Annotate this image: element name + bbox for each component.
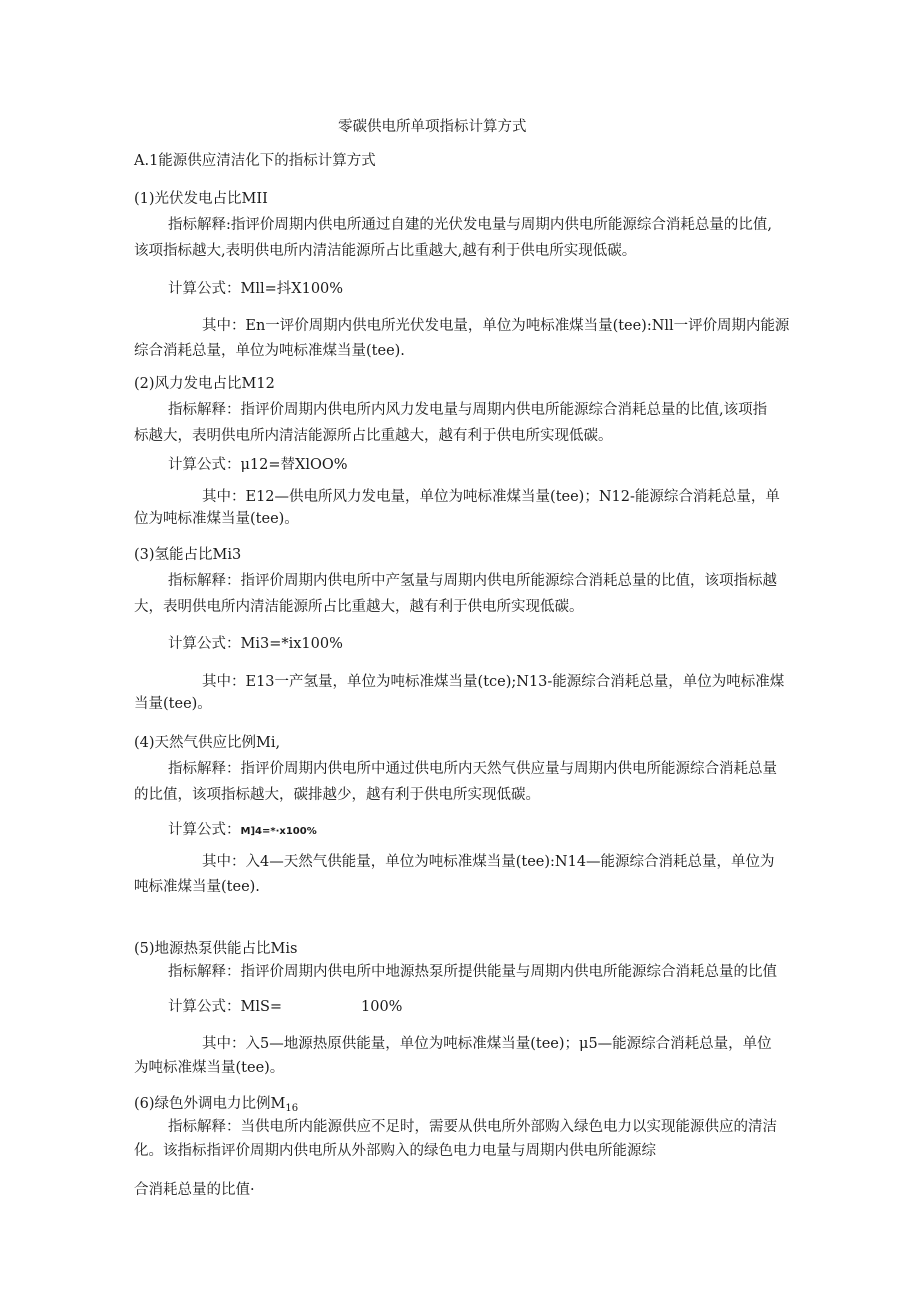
s1-where-line1: 其中：En一评价周期内供电所光伏发电量，单位为吨标准煤当量(tee):Nll一评价周期内能源 <box>202 318 790 334</box>
s1-explanation-line2: 该项指标越大,表明供电所内清洁能源所占比重越大,越有利于供电所实现低碳。 <box>134 243 637 259</box>
s3-formula: 计算公式：Mi3=*ix100% <box>168 636 343 652</box>
s5-explanation-line1: 指标解释：指评价周期内供电所中地源热泵所提供能量与周期内供电所能源综合消耗总量的比值 <box>168 964 777 980</box>
s1-heading: (1)光伏发电占比MII <box>134 191 268 207</box>
s3-where-line2: 当量(tee)。 <box>134 696 212 712</box>
s2-explanation-line2: 标越大，表明供电所内清洁能源所占比重越大，越有利于供电所实现低碳。 <box>134 428 613 444</box>
s2-where-line1: 其中：E12—供电所风力发电量，单位为吨标准煤当量(tee)；N12-能源综合消耗总量，单 <box>202 489 780 505</box>
s2-where-line2: 位为吨标准煤当量(tee)。 <box>134 511 299 527</box>
s4-formula-label: 计算公式： <box>168 822 241 838</box>
s6-heading <box>134 1094 298 1119</box>
s6-heading-text: (6)绿色外调电力比例M <box>134 1096 286 1112</box>
s5-formula-left: 计算公式：MlS= <box>168 999 283 1015</box>
s2-explanation-line1: 指标解释：指评价周期内供电所内风力发电量与周期内供电所能源综合消耗总量的比值,该项指 <box>168 402 768 418</box>
s5-formula-right: 100% <box>361 999 403 1015</box>
s3-heading: (3)氢能占比Mi3 <box>134 547 242 563</box>
s5-where-line1: 其中：入5—地源热原供能量，单位为吨标准煤当量(tee)；μ5—能源综合消耗总量，单位 <box>202 1036 772 1052</box>
s5-where-line2: 为吨标准煤当量(tee)。 <box>134 1060 285 1076</box>
section-heading: A.1能源供应清洁化下的指标计算方式 <box>134 153 376 169</box>
s3-explanation-line1: 指标解释：指评价周期内供电所中产氢量与周期内供电所能源综合消耗总量的比值，该项指标越 <box>168 573 777 589</box>
s1-explanation-line1: 指标解释:指评价周期内供电所通过自建的光伏发电量与周期内供电所能源综合消耗总量的比值, <box>168 217 772 233</box>
s2-heading: (2)风力发电占比M12 <box>134 376 275 392</box>
s5-heading: (5)地源热泵供能占比Mis <box>134 941 298 957</box>
s4-formula-expression: M]4=*·x100% <box>240 826 317 837</box>
s4-where-line2: 吨标准煤当量(tee). <box>134 879 260 895</box>
s4-formula <box>168 820 317 842</box>
s6-heading-subscript: 16 <box>285 1103 299 1114</box>
s4-explanation-line1: 指标解释：指评价周期内供电所中通过供电所内天然气供应量与周期内供电所能源综合消耗总量 <box>168 761 777 777</box>
s4-explanation-line2: 的比值，该项指标越大，碳排越少，越有利于供电所实现低碳。 <box>134 787 540 803</box>
s6-explanation-line1: 指标解释：当供电所内能源供应不足时，需要从供电所外部购入绿色电力以实现能源供应的清洁 <box>168 1119 777 1135</box>
s3-where-line1: 其中：E13一产氢量，单位为吨标准煤当量(tce);N13-能源综合消耗总量，单位为吨标准煤 <box>202 674 785 690</box>
s1-formula: 计算公式：Mll=抖X100% <box>168 281 344 297</box>
s6-explanation-line3: 合消耗总量的比值· <box>134 1182 255 1198</box>
s6-explanation-line2: 化。该指标指评价周期内供电所从外部购入的绿色电力电量与周期内供电所能源综 <box>134 1143 656 1159</box>
s2-formula: 计算公式：μ12=替XlOO% <box>168 457 348 473</box>
doc-title: 零碳供电所单项指标计算方式 <box>338 119 527 135</box>
s3-explanation-line2: 大，表明供电所内清洁能源所占比重越大，越有利于供电所实现低碳。 <box>134 599 584 615</box>
s4-heading: (4)天然气供应比例Mi, <box>134 735 281 751</box>
s1-where-line2: 综合消耗总量，单位为吨标准煤当量(tee). <box>134 343 405 359</box>
s4-where-line1: 其中：入4—天然气供能量，单位为吨标准煤当量(tee):N14—能源综合消耗总量，单位为 <box>202 854 775 870</box>
